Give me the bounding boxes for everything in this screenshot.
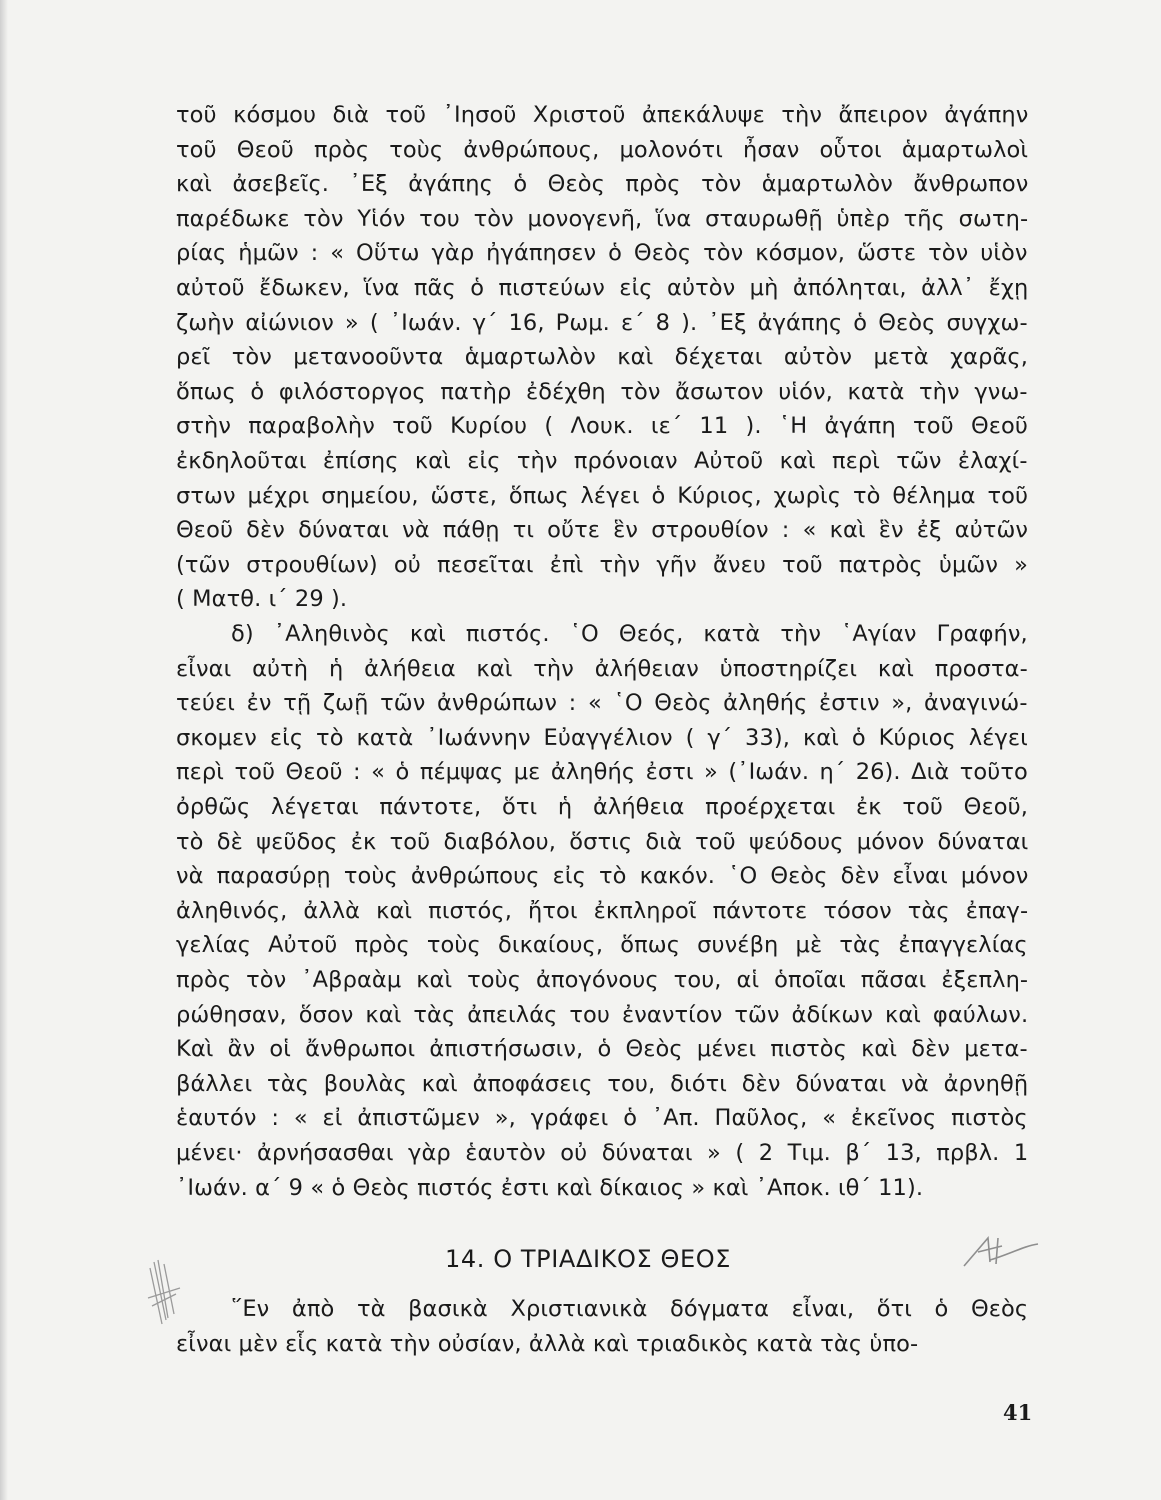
text-line: εἶναι μὲν εἷς κατὰ τὴν οὐσίαν, ἀλλὰ καὶ τριαδικὸς κατὰ τὰς ὑπο- xyxy=(176,1330,919,1357)
binding-shadow xyxy=(0,0,8,1500)
section-heading: 14. Ο ΤΡΙΑΔΙΚΟΣ ΘΕΟΣ xyxy=(445,1245,731,1273)
text-line: παρέδωκε τὸν Υἱόν του τὸν μονογενῆ, ἵνα σταυρωθῇ ὑπὲρ τῆς σωτη- xyxy=(176,205,1029,232)
text-line: μένει· ἀρνήσασθαι γὰρ ἑαυτὸν οὐ δύναται » ( 2 Τιμ. β΄ 13, πρβλ. 1 xyxy=(176,1140,1029,1166)
text-line: δ) ᾿Αληθινὸς καὶ πιστός. ῾Ο Θεός, κατὰ τὴν ῾Αγίαν Γραφήν, xyxy=(231,621,1028,647)
text-line: Καὶ ἂν οἱ ἄνθρωποι ἀπιστήσωσιν, ὁ Θεὸς μένει πιστὸς καὶ δὲν μετα- xyxy=(176,1036,1028,1063)
text-line: πρὸς τὸν ᾿Αβραὰμ καὶ τοὺς ἀπογόνους του, αἱ ὁποῖαι πᾶσαι ἐξεπλη- xyxy=(176,967,1029,993)
text-line: βάλλει τὰς βουλὰς καὶ ἀποφάσεις του, διότι δὲν δύναται νὰ ἀρνηθῇ xyxy=(176,1070,1029,1097)
text-line: ἑαυτόν : « εἰ ἀπιστῶμεν », γράφει ὁ ᾿Απ. Παῦλος, « ἐκεῖνος πιστὸς xyxy=(176,1105,1028,1132)
text-line: ( Ματθ. ι΄ 29 ). xyxy=(176,586,348,613)
text-line: ζωὴν αἰώνιον » ( ᾿Ιωάν. γ΄ 16, Ρωμ. ε΄ 8 ). ᾿Εξ ἀγάπης ὁ Θεὸς συγχω- xyxy=(176,309,1028,336)
text-line: Θεοῦ δὲν δύναται νὰ πάθῃ τι οὔτε ἓν στρουθίον : « καὶ ἓν ἐξ αὐτῶν xyxy=(176,517,1029,544)
text-line: (τῶν στρουθίων) οὐ πεσεῖται ἐπὶ τὴν γῆν ἄνευ τοῦ πατρὸς ὑμῶν » xyxy=(176,551,1029,578)
text-line: ἀληθινός, ἀλλὰ καὶ πιστός, ἤτοι ἐκπληροῖ πάντοτε τόσον τὰς ἐπαγ- xyxy=(176,897,1029,924)
text-line: καὶ ἀσεβεῖς. ᾿Εξ ἀγάπης ὁ Θεὸς πρὸς τὸν ἁμαρτωλὸν ἄνθρωπον xyxy=(176,171,1029,198)
text-line: ὅπως ὁ φιλόστοργος πατὴρ ἐδέχθη τὸν ἄσωτον υἱόν, κατὰ τὴν γνω- xyxy=(176,378,1028,405)
text-line: γελίας Αὐτοῦ πρὸς τοὺς δικαίους, ὅπως συνέβη μὲ τὰς ἐπαγγελίας xyxy=(176,932,1028,959)
text-line: τεύει ἐν τῇ ζωῇ τῶν ἀνθρώπων : « ῾Ο Θεὸς ἀληθής ἐστιν », ἀναγινώ- xyxy=(176,690,1028,717)
text-line: τὸ δὲ ψεῦδος ἐκ τοῦ διαβόλου, ὅστις διὰ τοῦ ψεύδους μόνον δύναται xyxy=(176,828,1029,855)
text-line: εἶναι αὐτὴ ἡ ἀλήθεια καὶ τὴν ἀλήθειαν ὑποστηρίζει καὶ προστα- xyxy=(176,655,1028,682)
text-line: στων μέχρι σημείου, ὥστε, ὅπως λέγει ὁ Κύριος, χωρὶς τὸ θέλημα τοῦ xyxy=(176,482,1029,509)
text-line: τοῦ Θεοῦ πρὸς τοὺς ἀνθρώπους, μολονότι ἦσαν οὗτοι ἁμαρτωλοὶ xyxy=(176,136,1029,163)
pencil-scribble-left xyxy=(146,1258,186,1328)
text-line: στὴν παραβολὴν τοῦ Κυρίου ( Λουκ. ιε΄ 11 ). ῾Η ἀγάπη τοῦ Θεοῦ xyxy=(176,413,1028,440)
text-line: ᾿Ιωάν. α΄ 9 « ὁ Θεὸς πιστός ἐστι καὶ δίκαιος » καὶ ᾿Αποκ. ιθ΄ 11). xyxy=(176,1174,924,1201)
text-line: τοῦ κόσμου διὰ τοῦ ᾿Ιησοῦ Χριστοῦ ἀπεκάλυψε τὴν ἄπειρον ἀγάπην xyxy=(176,102,1029,128)
text-line: ῞Εν ἀπὸ τὰ βασικὰ Χριστιανικὰ δόγματα εἶναι, ὅτι ὁ Θεὸς xyxy=(231,1296,1029,1322)
text-line: αὐτοῦ ἔδωκεν, ἵνα πᾶς ὁ πιστεύων εἰς αὐτὸν μὴ ἀπόληται, ἀλλ᾿ ἔχῃ xyxy=(176,275,1029,301)
pencil-initials-right xyxy=(960,1232,1040,1272)
text-line: περὶ τοῦ Θεοῦ : « ὁ πέμψας με ἀληθής ἐστι » (᾿Ιωάν. η΄ 26). Διὰ τοῦτο xyxy=(176,759,1028,786)
text-line: ρεῖ τὸν μετανοοῦντα ἁμαρτωλὸν καὶ δέχεται αὐτὸν μετὰ χαρᾶς, xyxy=(176,344,1028,371)
text-line: σκομεν εἰς τὸ κατὰ ᾿Ιωάννην Εὐαγγέλιον ( γ΄ 33), καὶ ὁ Κύριος λέγει xyxy=(176,724,1028,751)
text-line: ὀρθῶς λέγεται πάντοτε, ὅτι ἡ ἀλήθεια προέρχεται ἐκ τοῦ Θεοῦ, xyxy=(176,794,1028,820)
text-line: ἐκδηλοῦται ἐπίσης καὶ εἰς τὴν πρόνοιαν Αὐτοῦ καὶ περὶ τῶν ἐλαχί- xyxy=(176,448,1028,474)
text-line: νὰ παρασύρῃ τοὺς ἀνθρώπους εἰς τὸ κακόν. ῾Ο Θεὸς δὲν εἶναι μόνον xyxy=(176,863,1029,890)
text-line: ρίας ἡμῶν : « Οὕτω γὰρ ἠγάπησεν ὁ Θεὸς τὸν κόσμον, ὥστε τὸν υἱὸν xyxy=(176,240,1028,267)
text-line: ρώθησαν, ὅσον καὶ τὰς ἀπειλάς του ἐναντίον τῶν ἀδίκων καὶ φαύλων. xyxy=(176,1001,1029,1028)
page-number: 41 xyxy=(1003,1400,1033,1425)
